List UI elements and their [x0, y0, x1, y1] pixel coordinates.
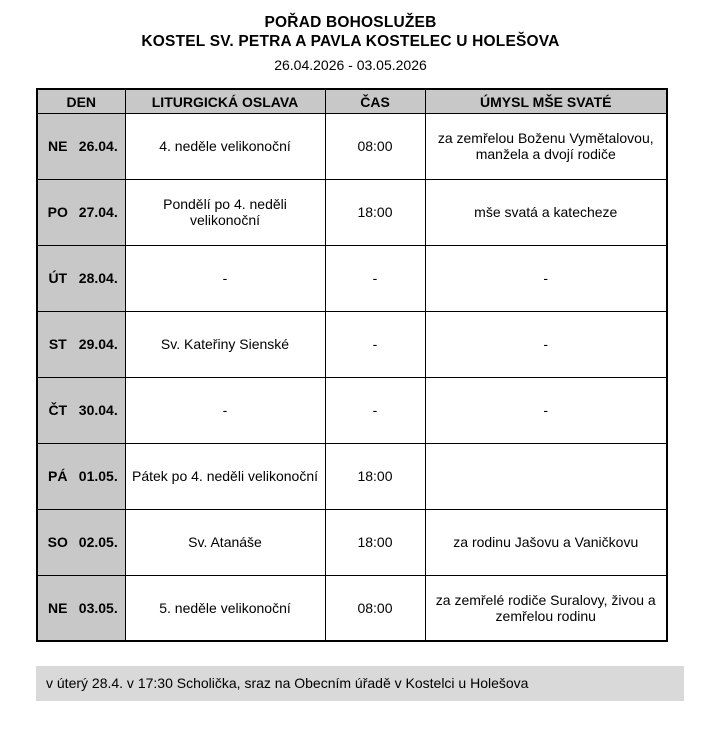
day-date: 26.04. [78, 138, 118, 155]
time-cell: 18:00 [325, 179, 425, 245]
time-cell: 18:00 [325, 509, 425, 575]
day-cell [37, 179, 125, 245]
day-abbr: PÁ [48, 468, 68, 485]
day-abbr: NE [48, 138, 68, 155]
day-abbr: ÚT [48, 270, 68, 287]
day-abbr: ČT [48, 402, 68, 419]
celebration-cell: - [125, 245, 325, 311]
column-header-cas: ČAS [325, 89, 425, 113]
day-abbr: PO [47, 204, 68, 221]
time-cell: 08:00 [325, 575, 425, 641]
page-title: POŘAD BOHOSLUŽEB [264, 14, 437, 31]
table-header-row [37, 89, 667, 113]
date-range: 26.04.2026 - 03.05.2026 [274, 56, 427, 73]
intention-cell: za rodinu Jašovu a Vaničkovu [425, 509, 667, 575]
day-cell [37, 575, 125, 641]
table-row [37, 245, 667, 311]
day-date: 03.05. [78, 600, 118, 616]
day-cell [37, 443, 125, 509]
schedule-table [36, 88, 668, 642]
intention-cell: mše svatá a katecheze [425, 179, 667, 245]
time-cell: - [325, 377, 425, 443]
time-cell: - [325, 245, 425, 311]
day-abbr: NE [48, 600, 68, 616]
document-header [0, 0, 701, 74]
table-row [37, 509, 667, 575]
column-header-liturgicka-oslava: LITURGICKÁ OSLAVA [125, 89, 325, 113]
celebration-cell: 5. neděle velikonoční [125, 575, 325, 641]
intention-cell: za zemřelé rodiče Suralovy, živou a zemřelou rodinu [425, 575, 667, 641]
celebration-cell: 4. neděle velikonoční [125, 113, 325, 179]
day-date: 27.04. [78, 204, 118, 221]
table-row [37, 179, 667, 245]
day-date: 01.05. [78, 468, 118, 485]
intention-cell: - [425, 377, 667, 443]
time-cell: 08:00 [325, 113, 425, 179]
day-cell [37, 377, 125, 443]
celebration-cell: Pondělí po 4. neděli velikonoční [125, 179, 325, 245]
day-cell [37, 311, 125, 377]
day-cell [37, 245, 125, 311]
celebration-cell: Pátek po 4. neděli velikonoční [125, 443, 325, 509]
time-cell: - [325, 311, 425, 377]
intention-cell: - [425, 245, 667, 311]
page-subtitle: KOSTEL SV. PETRA A PAVLA KOSTELEC U HOLEŠOVA [141, 33, 560, 51]
intention-cell: - [425, 311, 667, 377]
time-cell: 18:00 [325, 443, 425, 509]
intention-cell [425, 443, 667, 509]
table-row [37, 377, 667, 443]
column-header-den: DEN [37, 89, 125, 113]
table-row [37, 311, 667, 377]
table-row [37, 113, 667, 179]
day-cell [37, 509, 125, 575]
footer-note: v úterý 28.4. v 17:30 Scholička, sraz na Obecním úřadě v Kostelci u Holešova [36, 666, 684, 701]
celebration-cell: - [125, 377, 325, 443]
table-row [37, 575, 667, 641]
celebration-cell: Sv. Atanáše [125, 509, 325, 575]
day-date: 30.04. [78, 402, 118, 419]
day-cell [37, 113, 125, 179]
celebration-cell: Sv. Kateřiny Sienské [125, 311, 325, 377]
intention-cell: za zemřelou Boženu Vymětalovou, manžela a dvojí rodiče [425, 113, 667, 179]
day-date: 02.05. [78, 534, 118, 551]
day-date: 28.04. [78, 270, 118, 287]
table-row [37, 443, 667, 509]
day-abbr: ST [48, 336, 67, 353]
column-header-umysl: ÚMYSL MŠE SVATÉ [425, 89, 667, 113]
day-date: 29.04. [78, 336, 118, 353]
day-abbr: SO [47, 534, 68, 551]
